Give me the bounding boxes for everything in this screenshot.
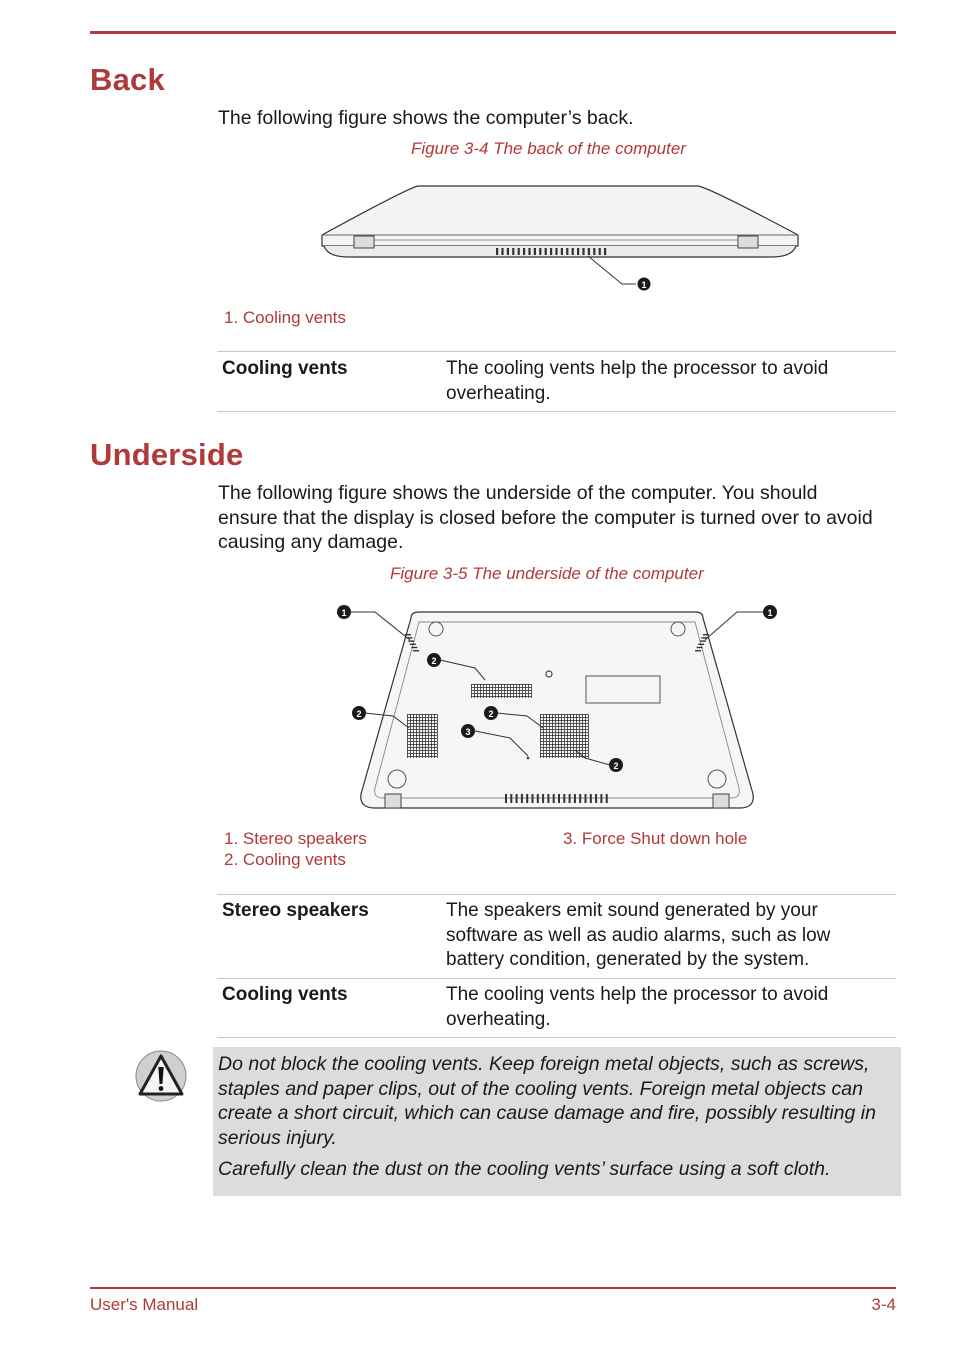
force-shut-down-hole (527, 757, 530, 760)
callout-number-1: 1 (641, 280, 647, 290)
legend-item: 1. Stereo speakers (224, 829, 367, 848)
callout-number-3: 3 (465, 727, 471, 737)
laptop-back-illustration (318, 180, 803, 295)
warning-paragraph: Do not block the cooling vents. Keep foreign metal objects, such as screws, staples and paper clips, out of the cooling vents. Foreign metal objects can create a short circuit, which can cause damage and fire, possibly resulting in serious injury. (218, 1053, 876, 1149)
section-heading-back: Back (90, 62, 165, 97)
figure-caption-back: Figure 3-4 The back of the computer (411, 139, 686, 158)
laptop-underside-illustration (335, 598, 790, 816)
callout-number-1: 1 (341, 608, 347, 618)
callout-number-2: 2 (613, 761, 619, 771)
legend-item: 3. Force Shut down hole (563, 829, 748, 848)
callout-number-2: 2 (431, 656, 437, 666)
callout-number-2: 2 (488, 709, 494, 719)
table-rule (217, 894, 896, 895)
back-intro: The following figure shows the computer’s back. (218, 107, 634, 129)
table-definition: The cooling vents help the processor to avoid overheating. (446, 358, 829, 404)
table-rule (217, 411, 896, 412)
warning-paragraph: Carefully clean the dust on the cooling vents’ surface using a soft cloth. (218, 1158, 831, 1180)
warning-triangle-icon (135, 1050, 187, 1102)
callout-number-1: 1 (767, 608, 773, 618)
header-rule (90, 31, 896, 34)
underside-parts-table (217, 894, 896, 1038)
table-definition: The speakers emit sound generated by your software as well as audio alarms, such as low battery condition, generated by the system. (446, 900, 831, 970)
table-term: Cooling vents (222, 984, 348, 1005)
table-definition: The cooling vents help the processor to avoid overheating. (446, 984, 829, 1030)
footer-title: User's Manual (90, 1295, 199, 1314)
underside-intro: The following figure shows the underside of the computer. You should ensure that the display is closed before the computer is turned over to avoid causing any damage. (218, 482, 873, 553)
page-number: 3-4 (871, 1295, 896, 1314)
legend-item: 1. Cooling vents (224, 308, 346, 327)
table-rule (217, 978, 896, 979)
table-term: Cooling vents (222, 358, 348, 379)
back-parts-table (217, 351, 896, 412)
section-heading-underside: Underside (90, 437, 244, 472)
legend-item: 2. Cooling vents (224, 850, 346, 869)
footer-rule (90, 1287, 896, 1289)
table-term: Stereo speakers (222, 900, 369, 921)
figure-caption-underside: Figure 3-5 The underside of the computer (390, 564, 704, 583)
table-rule (217, 351, 896, 352)
table-rule (217, 1037, 896, 1038)
callout-number-2: 2 (356, 709, 362, 719)
back-cooling-vents (496, 248, 606, 255)
